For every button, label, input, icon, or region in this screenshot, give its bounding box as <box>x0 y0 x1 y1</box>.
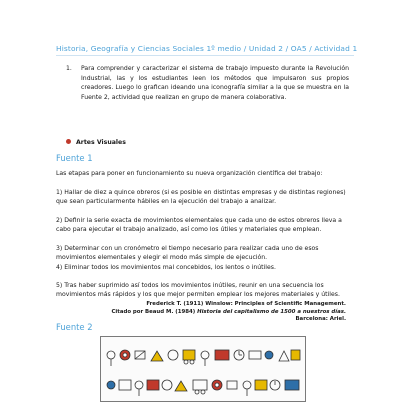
wheel-icon-3 <box>195 390 199 394</box>
cart-icon-2 <box>193 380 207 390</box>
figure-icon-4 <box>243 381 251 389</box>
header-divider <box>56 55 354 56</box>
motion-study-strip-top <box>103 341 303 369</box>
triangle-icon <box>151 351 163 361</box>
wheel-icon-4 <box>201 390 205 394</box>
box-icon <box>215 350 229 360</box>
fuente-1-title: Fuente 1 <box>56 153 93 163</box>
triangle-icon-3 <box>175 381 187 391</box>
tool-stroke <box>135 351 145 359</box>
triangle-icon-2 <box>279 351 289 361</box>
gear-icon-2 <box>162 380 172 390</box>
figure-icon <box>107 351 115 359</box>
box-icon-2 <box>147 380 159 390</box>
wheel-icon <box>184 360 188 364</box>
bullet-dot-icon <box>66 139 71 144</box>
cart-icon <box>183 350 195 360</box>
dot-icon <box>265 351 273 359</box>
tool-icon-2 <box>227 381 237 389</box>
step-1: 1) Hallar de diez a quince obreros (si es posible en distintas empresas y de distintas regiones) que sean particularmente hábiles en la ejecución del trabajo a analizar. <box>56 189 346 205</box>
figure-icon-2 <box>201 351 209 359</box>
citation-suffix: Barcelona: Ariel. <box>295 316 346 323</box>
step-3: 3) Determinar con un cronómetro el tiempo necesario para realizar cada uno de esos movimientos elementales y elegir el modo más simple de ejecución. <box>56 245 319 261</box>
subject-label-artes <box>66 139 126 146</box>
machine-icon <box>249 351 261 359</box>
breadcrumb: Historia, Geografía y Ciencias Sociales 1º medio / Unidad 2 / OA5 / Actividad 1 <box>56 44 358 53</box>
gear-icon <box>168 350 178 360</box>
crate-icon <box>291 350 300 360</box>
crate-icon-2 <box>255 380 267 390</box>
dot-icon-2 <box>107 381 115 389</box>
figure-icon-3 <box>135 381 143 389</box>
item-number: 1. <box>66 65 72 72</box>
machine-icon-3 <box>285 380 299 390</box>
motion-study-strip-bottom <box>103 371 303 399</box>
machine-icon-2 <box>119 380 131 390</box>
fuente-2-illustration <box>100 336 306 402</box>
step-4: 4) Eliminar todos los movimientos mal concebidos, los lentos o inútiles. <box>56 264 276 271</box>
wheel-icon-2 <box>190 360 194 364</box>
fuente-2-title: Fuente 2 <box>56 322 93 332</box>
step-2: 2) Definir la serie exacta de movimientos elementales que cada uno de estos obreros lleva a cabo para ejecutar el trabajo analizado, así como los útiles y materiales que emplean. <box>56 217 342 233</box>
artes-label: Artes Visuales <box>76 139 126 146</box>
fuente-1-intro: Las etapas para poner en funcionamiento su nueva organización científica del trabajo: <box>56 170 323 177</box>
step-5: 5) Tras haber suprimido así todos los movimientos inútiles, reunir en una secuencia los movimientos más rápidos y los que mejor permiten emplear los mejores materiales y útiles. <box>56 282 340 298</box>
target-center <box>123 353 127 357</box>
citation-prefix: Citado por Beaud M. (1984) <box>111 308 196 315</box>
citation-line-1: Frederick T. (1911) Winslow: Principles of Scientific Management. <box>146 301 346 307</box>
fuente-1-citation <box>90 301 346 324</box>
target-center-2 <box>215 383 219 387</box>
item-text: Para comprender y caracterizar el sistema de trabajo impuesto durante la Revolución Industrial, las y los estudiantes leen los métodos que impulsaron sus propios creadores. Luego lo grafican ideando una iconografía similar a la que se muestra en la Fuente 2, actividad que realizan en grupo de manera colaborativa. <box>81 65 349 101</box>
citation-book-title: Historia del capitalismo de 1500 a nuestros días. <box>197 308 346 315</box>
citation-line-2 <box>90 309 346 324</box>
